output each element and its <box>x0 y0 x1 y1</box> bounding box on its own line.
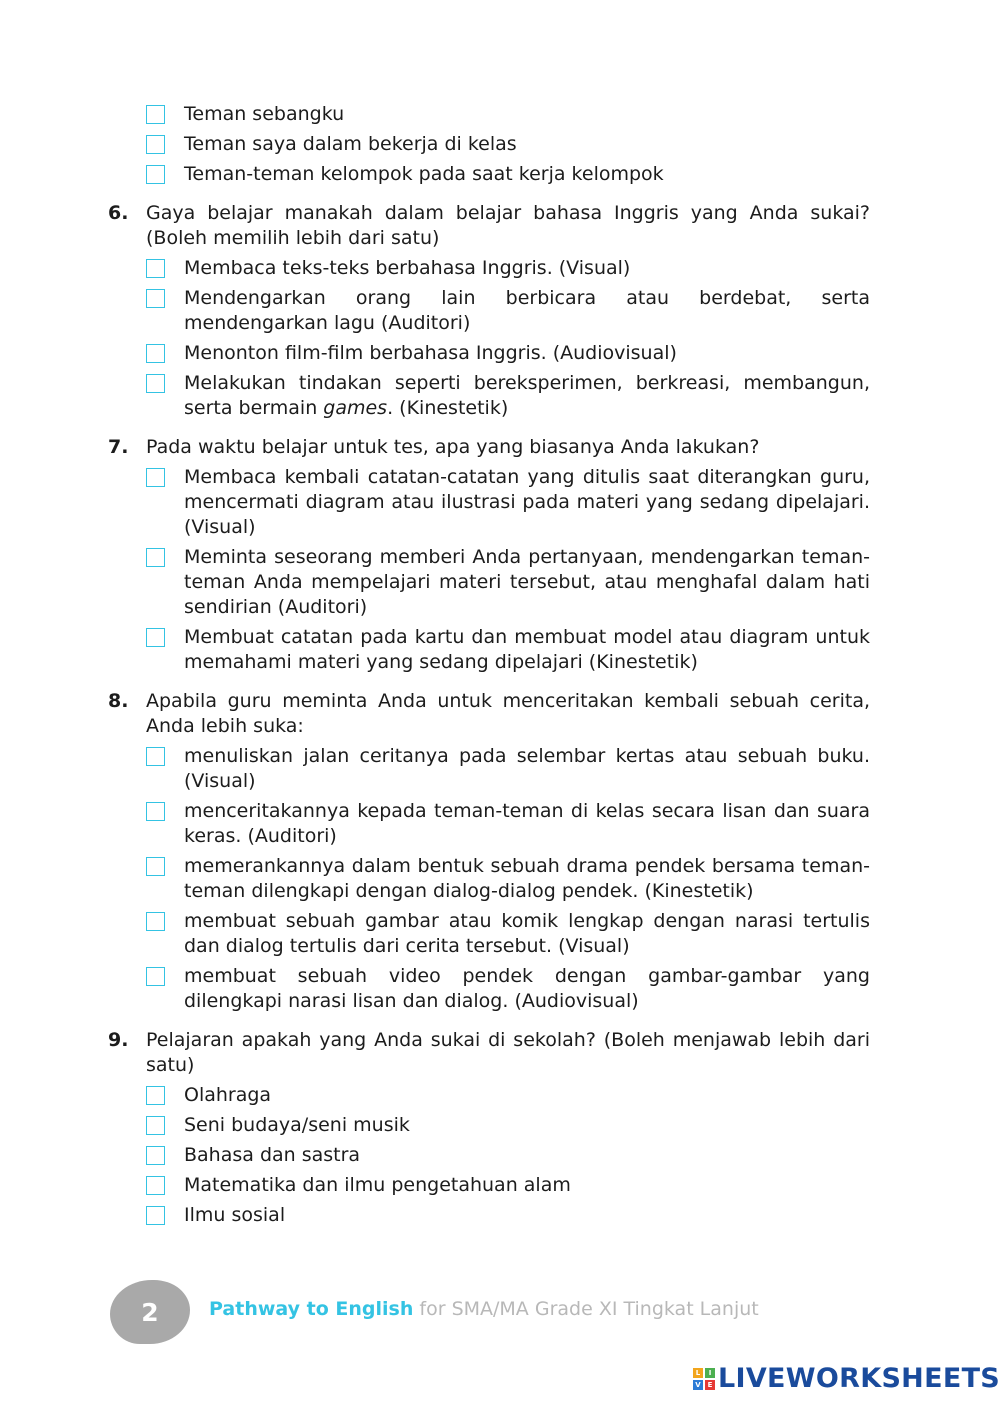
checkbox[interactable] <box>146 628 165 647</box>
option-label: Teman-teman kelompok pada saat kerja kelompok <box>184 163 664 185</box>
liveworksheets-logo-icon <box>693 1368 715 1390</box>
checkbox[interactable] <box>146 1146 165 1165</box>
option-label: menceritakannya kepada teman-teman di kelas secara lisan dan suara keras. (Auditori) <box>184 800 870 847</box>
option-item <box>146 909 870 959</box>
option-item <box>146 545 870 620</box>
option-item <box>146 799 870 849</box>
option-item <box>146 286 870 336</box>
question-text: Apabila guru meminta Anda untuk menceritakan kembali sebuah cerita, Anda lebih suka: <box>146 690 870 737</box>
option-item <box>146 102 870 127</box>
question-text: Pelajaran apakah yang Anda sukai di sekolah? (Boleh menjawab lebih dari satu) <box>146 1029 870 1076</box>
checkbox[interactable] <box>146 967 165 986</box>
logo-square: L <box>693 1368 703 1378</box>
logo-square: E <box>705 1380 715 1390</box>
option-label: Membuat catatan pada kartu dan membuat model atau diagram untuk memahami materi yang sedang dipelajari (Kinestetik) <box>184 626 870 673</box>
option-item <box>146 744 870 794</box>
option-label: Meminta seseorang memberi Anda pertanyaan, mendengarkan teman-teman Anda mempelajari materi tersebut, atau menghafal dalam hati sendirian (Auditori) <box>184 546 870 618</box>
intro-options <box>108 102 870 187</box>
liveworksheets-watermark <box>693 1363 1000 1394</box>
logo-square: V <box>693 1380 703 1390</box>
watermark-text: LIVEWORKSHEETS <box>718 1363 1000 1394</box>
option-label: Ilmu sosial <box>184 1204 286 1226</box>
checkbox[interactable] <box>146 857 165 876</box>
checkbox[interactable] <box>146 802 165 821</box>
option-label: Membaca kembali catatan-catatan yang ditulis saat diterangkan guru, mencermati diagram atau ilustrasi pada materi yang sedang dipelajari. (Visual) <box>184 466 870 538</box>
question-text: Gaya belajar manakah dalam belajar bahasa Inggris yang Anda sukai? (Boleh memilih lebih dari satu) <box>146 202 870 249</box>
option-item <box>146 964 870 1014</box>
question-number: 8. <box>108 690 129 712</box>
checkbox[interactable] <box>146 289 165 308</box>
question-6 <box>108 201 870 421</box>
checkbox[interactable] <box>146 135 165 154</box>
question-number: 7. <box>108 436 129 458</box>
option-item <box>146 465 870 540</box>
checkbox[interactable] <box>146 468 165 487</box>
question-8 <box>108 689 870 1014</box>
checkbox[interactable] <box>146 1206 165 1225</box>
option-label: Membaca teks-teks berbahasa Inggris. (Visual) <box>184 257 631 279</box>
book-subtitle: for SMA/MA Grade XI Tingkat Lanjut <box>413 1298 759 1320</box>
option-item <box>146 625 870 675</box>
checkbox[interactable] <box>146 105 165 124</box>
option-label: Mendengarkan orang lain berbicara atau berdebat, serta mendengarkan lagu (Auditori) <box>184 287 870 334</box>
option-label: Teman sebangku <box>184 103 345 125</box>
checkbox[interactable] <box>146 259 165 278</box>
option-item <box>146 132 870 157</box>
option-item <box>146 1203 870 1228</box>
checkbox[interactable] <box>146 1176 165 1195</box>
checkbox[interactable] <box>146 548 165 567</box>
worksheet-content <box>108 102 870 1233</box>
option-label: Olahraga <box>184 1084 272 1106</box>
option-label: Teman saya dalam bekerja di kelas <box>184 133 517 155</box>
option-label: membuat sebuah gambar atau komik lengkap dengan narasi tertulis dan dialog tertulis dari cerita tersebut. (Visual) <box>184 910 870 957</box>
checkbox[interactable] <box>146 912 165 931</box>
option-label <box>184 371 870 421</box>
option-label: Bahasa dan sastra <box>184 1144 361 1166</box>
checkbox[interactable] <box>146 344 165 363</box>
question-number: 9. <box>108 1029 129 1051</box>
option-label: membuat sebuah video pendek dengan gambar-gambar yang dilengkapi narasi lisan dan dialog. (Audiovisual) <box>184 965 870 1012</box>
option-item <box>146 1083 870 1108</box>
option-item <box>146 371 870 421</box>
checkbox[interactable] <box>146 165 165 184</box>
option-text-part: . (Kinestetik) <box>387 397 509 419</box>
question-text: Pada waktu belajar untuk tes, apa yang biasanya Anda lakukan? <box>146 436 760 458</box>
question-7 <box>108 435 870 675</box>
option-item <box>146 162 870 187</box>
option-label: Seni budaya/seni musik <box>184 1114 410 1136</box>
checkbox[interactable] <box>146 374 165 393</box>
checkbox[interactable] <box>146 1116 165 1135</box>
option-label: Matematika dan ilmu pengetahuan alam <box>184 1174 571 1196</box>
option-label: memerankannya dalam bentuk sebuah drama pendek bersama teman-teman dilengkapi dengan dialog-dialog pendek. (Kinestetik) <box>184 855 870 902</box>
page-number: 2 <box>141 1297 159 1327</box>
footer-title <box>209 1298 759 1320</box>
option-italic-word: games <box>323 397 388 419</box>
question-9 <box>108 1028 870 1228</box>
logo-square: I <box>705 1368 715 1378</box>
option-item <box>146 256 870 281</box>
book-title: Pathway to English <box>209 1298 414 1320</box>
option-item <box>146 1143 870 1168</box>
option-item <box>146 341 870 366</box>
option-item <box>146 854 870 904</box>
option-label: menuliskan jalan ceritanya pada selembar kertas atau sebuah buku. (Visual) <box>184 745 870 792</box>
option-label: Menonton film-film berbahasa Inggris. (Audiovisual) <box>184 342 677 364</box>
question-number: 6. <box>108 202 129 224</box>
option-item <box>146 1173 870 1198</box>
option-item <box>146 1113 870 1138</box>
checkbox[interactable] <box>146 1086 165 1105</box>
checkbox[interactable] <box>146 747 165 766</box>
page-number-badge <box>110 1280 190 1344</box>
option-text-part: Melakukan tindakan seperti bereksperimen, berkreasi, membangun, serta bermain <box>184 372 870 419</box>
